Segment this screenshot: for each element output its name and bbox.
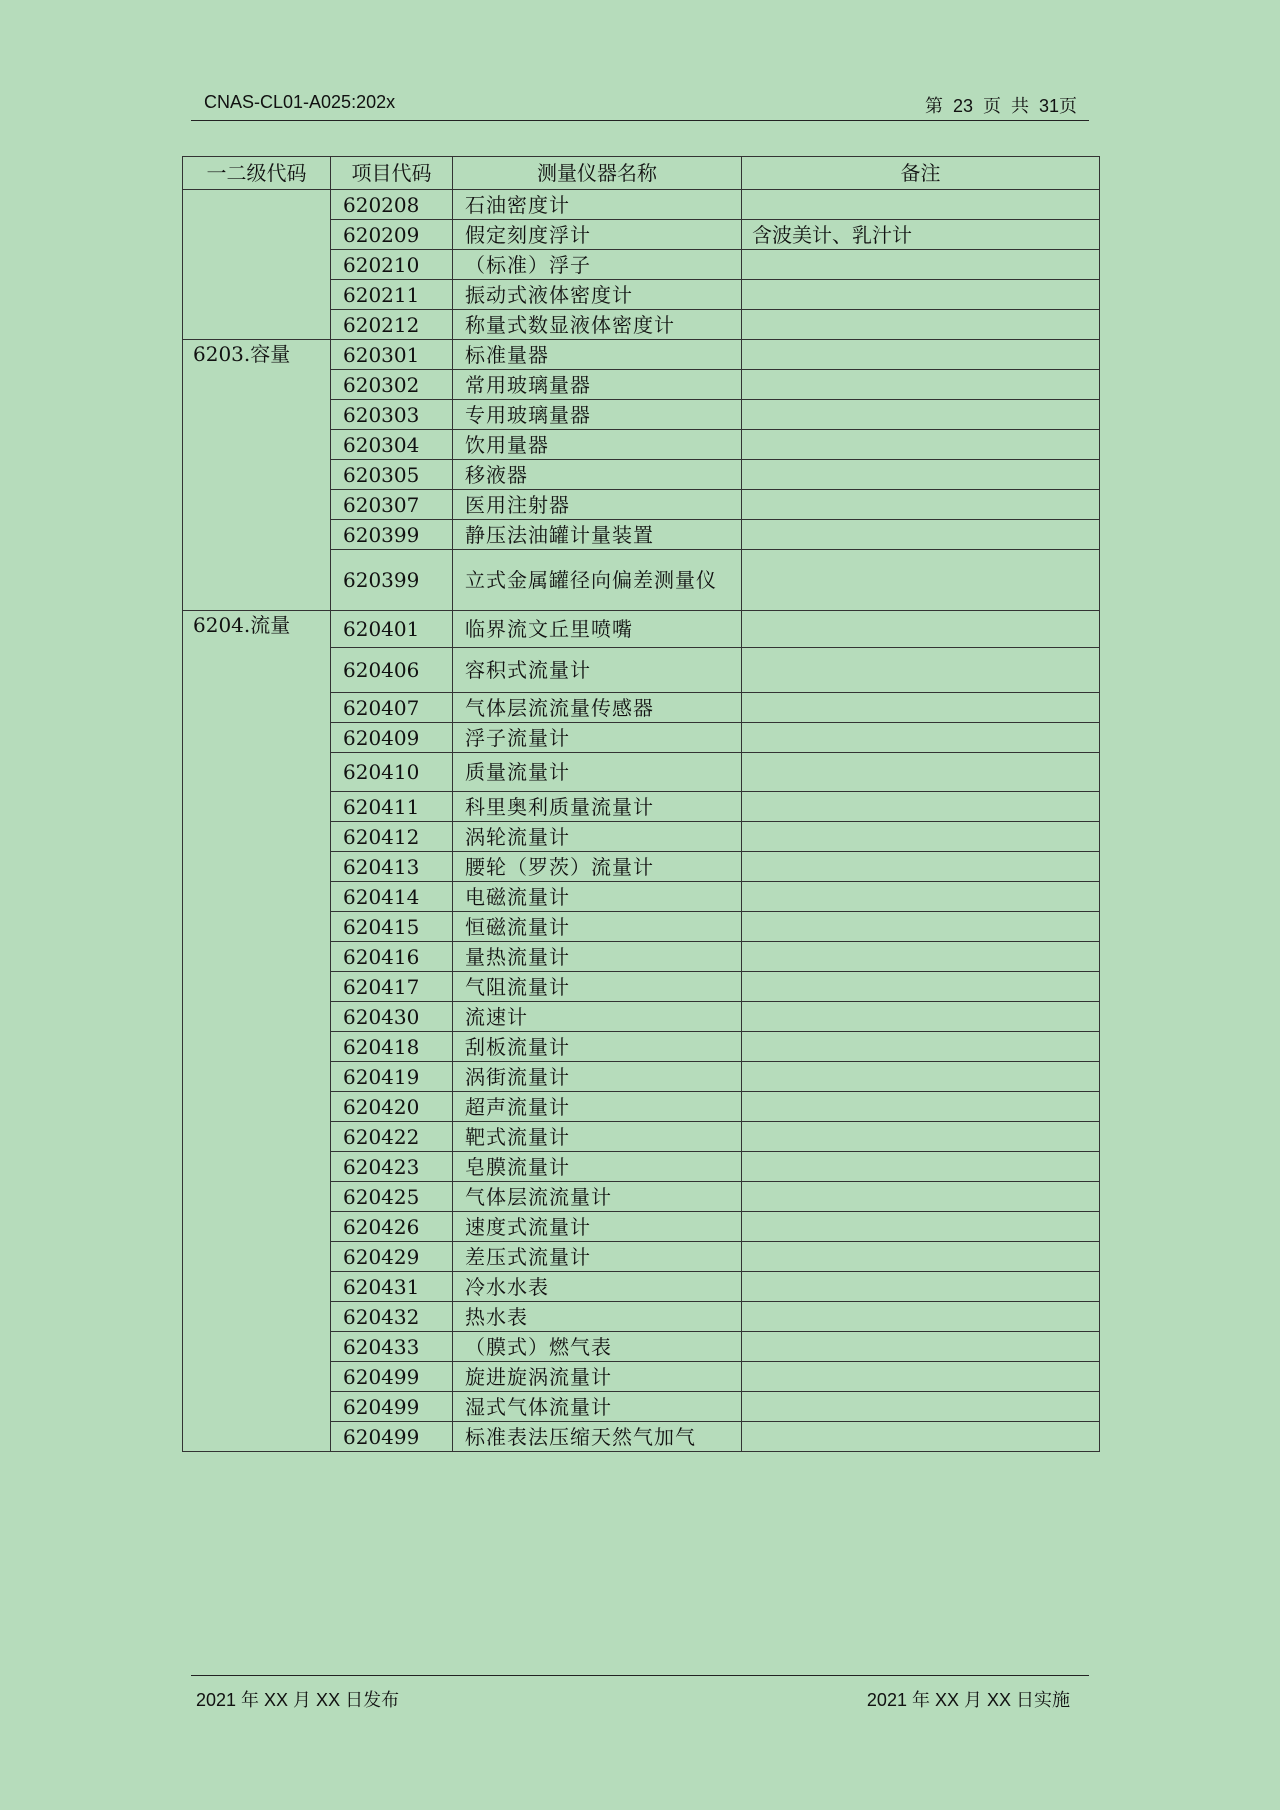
remarks-cell (742, 490, 1100, 520)
instrument-name-cell: 超声流量计 (453, 1092, 742, 1122)
remarks-cell (742, 1152, 1100, 1182)
remarks-cell (742, 753, 1100, 792)
item-code-cell: 620418 (331, 1032, 453, 1062)
remarks-cell (742, 723, 1100, 753)
remarks-cell (742, 852, 1100, 882)
instrument-name-cell: 石油密度计 (453, 190, 742, 220)
remarks-cell (742, 1092, 1100, 1122)
item-code-cell: 620431 (331, 1272, 453, 1302)
instrument-name-cell: （膜式）燃气表 (453, 1332, 742, 1362)
remarks-cell (742, 1182, 1100, 1212)
remarks-cell: 含波美计、乳汁计 (742, 220, 1100, 250)
remarks-cell (742, 250, 1100, 280)
item-code-cell: 620211 (331, 280, 453, 310)
instrument-name-cell: 气阻流量计 (453, 972, 742, 1002)
instrument-name-cell: （标准）浮子 (453, 250, 742, 280)
item-code-cell: 620301 (331, 340, 453, 370)
instrument-name-cell: 湿式气体流量计 (453, 1392, 742, 1422)
instrument-name-cell: 医用注射器 (453, 490, 742, 520)
instrument-name-cell: 移液器 (453, 460, 742, 490)
remarks-cell (742, 1212, 1100, 1242)
item-code-cell: 620499 (331, 1392, 453, 1422)
instrument-name-cell: 热水表 (453, 1302, 742, 1332)
item-code-cell: 620210 (331, 250, 453, 280)
remarks-cell (742, 310, 1100, 340)
item-code-cell: 620303 (331, 400, 453, 430)
instrument-name-cell: 假定刻度浮计 (453, 220, 742, 250)
table-body (183, 190, 1100, 1452)
item-code-cell: 620415 (331, 912, 453, 942)
instrument-name-cell: 常用玻璃量器 (453, 370, 742, 400)
instrument-name-cell: 容积式流量计 (453, 648, 742, 693)
instrument-name-cell: 皂膜流量计 (453, 1152, 742, 1182)
instrument-name-cell: 靶式流量计 (453, 1122, 742, 1152)
item-code-cell: 620401 (331, 611, 453, 648)
item-code-cell: 620212 (331, 310, 453, 340)
item-code-cell: 620411 (331, 792, 453, 822)
remarks-cell (742, 190, 1100, 220)
item-code-cell: 620417 (331, 972, 453, 1002)
item-code-cell: 620413 (331, 852, 453, 882)
item-code-cell: 620419 (331, 1062, 453, 1092)
item-code-cell: 620426 (331, 1212, 453, 1242)
issue-date: 2021 年 XX 月 XX 日发布 (196, 1690, 400, 1710)
remarks-cell (742, 1362, 1100, 1392)
column-header-item-code: 项目代码 (331, 157, 453, 190)
item-code-cell: 620209 (331, 220, 453, 250)
item-code-cell: 620414 (331, 882, 453, 912)
remarks-cell (742, 430, 1100, 460)
remarks-cell (742, 460, 1100, 490)
instrument-name-cell: 冷水水表 (453, 1272, 742, 1302)
column-header-instrument-name: 测量仪器名称 (453, 157, 742, 190)
table-row (183, 611, 1100, 648)
instrument-name-cell: 腰轮（罗茨）流量计 (453, 852, 742, 882)
level-code-cell (183, 190, 331, 340)
instrument-name-cell: 差压式流量计 (453, 1242, 742, 1272)
remarks-cell (742, 693, 1100, 723)
remarks-cell (742, 648, 1100, 693)
item-code-cell: 620305 (331, 460, 453, 490)
item-code-cell: 620416 (331, 942, 453, 972)
instrument-name-cell: 流速计 (453, 1002, 742, 1032)
page-header (191, 88, 1089, 121)
remarks-cell (742, 1332, 1100, 1362)
remarks-cell (742, 942, 1100, 972)
effective-date: 2021 年 XX 月 XX 日实施 (866, 1690, 1070, 1710)
item-code-cell: 620423 (331, 1152, 453, 1182)
remarks-cell (742, 520, 1100, 550)
instrument-table (182, 156, 1100, 1452)
instrument-name-cell: 立式金属罐径向偏差测量仪 (453, 550, 742, 611)
page-number: 第 23 页 共 31页 (924, 96, 1077, 116)
item-code-cell: 620304 (331, 430, 453, 460)
item-code-cell: 620499 (331, 1422, 453, 1452)
remarks-cell (742, 912, 1100, 942)
remarks-cell (742, 400, 1100, 430)
instrument-name-cell: 涡街流量计 (453, 1062, 742, 1092)
instrument-name-cell: 称量式数显液体密度计 (453, 310, 742, 340)
remarks-cell (742, 1242, 1100, 1272)
item-code-cell: 620432 (331, 1302, 453, 1332)
instrument-name-cell: 专用玻璃量器 (453, 400, 742, 430)
remarks-cell (742, 550, 1100, 611)
item-code-cell: 620302 (331, 370, 453, 400)
instrument-name-cell: 气体层流流量计 (453, 1182, 742, 1212)
item-code-cell: 620412 (331, 822, 453, 852)
item-code-cell: 620307 (331, 490, 453, 520)
instrument-name-cell: 科里奥利质量流量计 (453, 792, 742, 822)
remarks-cell (742, 972, 1100, 1002)
remarks-cell (742, 1122, 1100, 1152)
remarks-cell (742, 1272, 1100, 1302)
level-code-cell: 6204.流量 (183, 611, 331, 1452)
instrument-name-cell: 质量流量计 (453, 753, 742, 792)
instrument-name-cell: 量热流量计 (453, 942, 742, 972)
remarks-cell (742, 792, 1100, 822)
instrument-name-cell: 旋进旋涡流量计 (453, 1362, 742, 1392)
table-row (183, 340, 1100, 370)
instrument-name-cell: 速度式流量计 (453, 1212, 742, 1242)
instrument-name-cell: 恒磁流量计 (453, 912, 742, 942)
instrument-name-cell: 振动式液体密度计 (453, 280, 742, 310)
remarks-cell (742, 1392, 1100, 1422)
page-footer (191, 1675, 1089, 1716)
item-code-cell: 620433 (331, 1332, 453, 1362)
item-code-cell: 620499 (331, 1362, 453, 1392)
remarks-cell (742, 1422, 1100, 1452)
item-code-cell: 620406 (331, 648, 453, 693)
level-code-cell: 6203.容量 (183, 340, 331, 611)
remarks-cell (742, 882, 1100, 912)
document-id: CNAS-CL01-A025:202x (204, 92, 396, 112)
item-code-cell: 620410 (331, 753, 453, 792)
remarks-cell (742, 370, 1100, 400)
instrument-name-cell: 气体层流流量传感器 (453, 693, 742, 723)
item-code-cell: 620407 (331, 693, 453, 723)
remarks-cell (742, 822, 1100, 852)
remarks-cell (742, 1062, 1100, 1092)
instrument-name-cell: 浮子流量计 (453, 723, 742, 753)
instrument-name-cell: 临界流文丘里喷嘴 (453, 611, 742, 648)
instrument-name-cell: 饮用量器 (453, 430, 742, 460)
table-header-row (183, 157, 1100, 190)
item-code-cell: 620422 (331, 1122, 453, 1152)
instrument-name-cell: 涡轮流量计 (453, 822, 742, 852)
table-row (183, 190, 1100, 220)
instrument-name-cell: 刮板流量计 (453, 1032, 742, 1062)
instrument-name-cell: 标准表法压缩天然气加气 (453, 1422, 742, 1452)
remarks-cell (742, 1302, 1100, 1332)
item-code-cell: 620208 (331, 190, 453, 220)
remarks-cell (742, 1032, 1100, 1062)
column-header-remarks: 备注 (742, 157, 1100, 190)
instrument-name-cell: 电磁流量计 (453, 882, 742, 912)
item-code-cell: 620420 (331, 1092, 453, 1122)
item-code-cell: 620425 (331, 1182, 453, 1212)
item-code-cell: 620430 (331, 1002, 453, 1032)
remarks-cell (742, 340, 1100, 370)
item-code-cell: 620429 (331, 1242, 453, 1272)
column-header-level-code: 一二级代码 (183, 157, 331, 190)
item-code-cell: 620399 (331, 550, 453, 611)
remarks-cell (742, 1002, 1100, 1032)
instrument-name-cell: 标准量器 (453, 340, 742, 370)
remarks-cell (742, 280, 1100, 310)
instrument-name-cell: 静压法油罐计量装置 (453, 520, 742, 550)
item-code-cell: 620399 (331, 520, 453, 550)
item-code-cell: 620409 (331, 723, 453, 753)
remarks-cell (742, 611, 1100, 648)
